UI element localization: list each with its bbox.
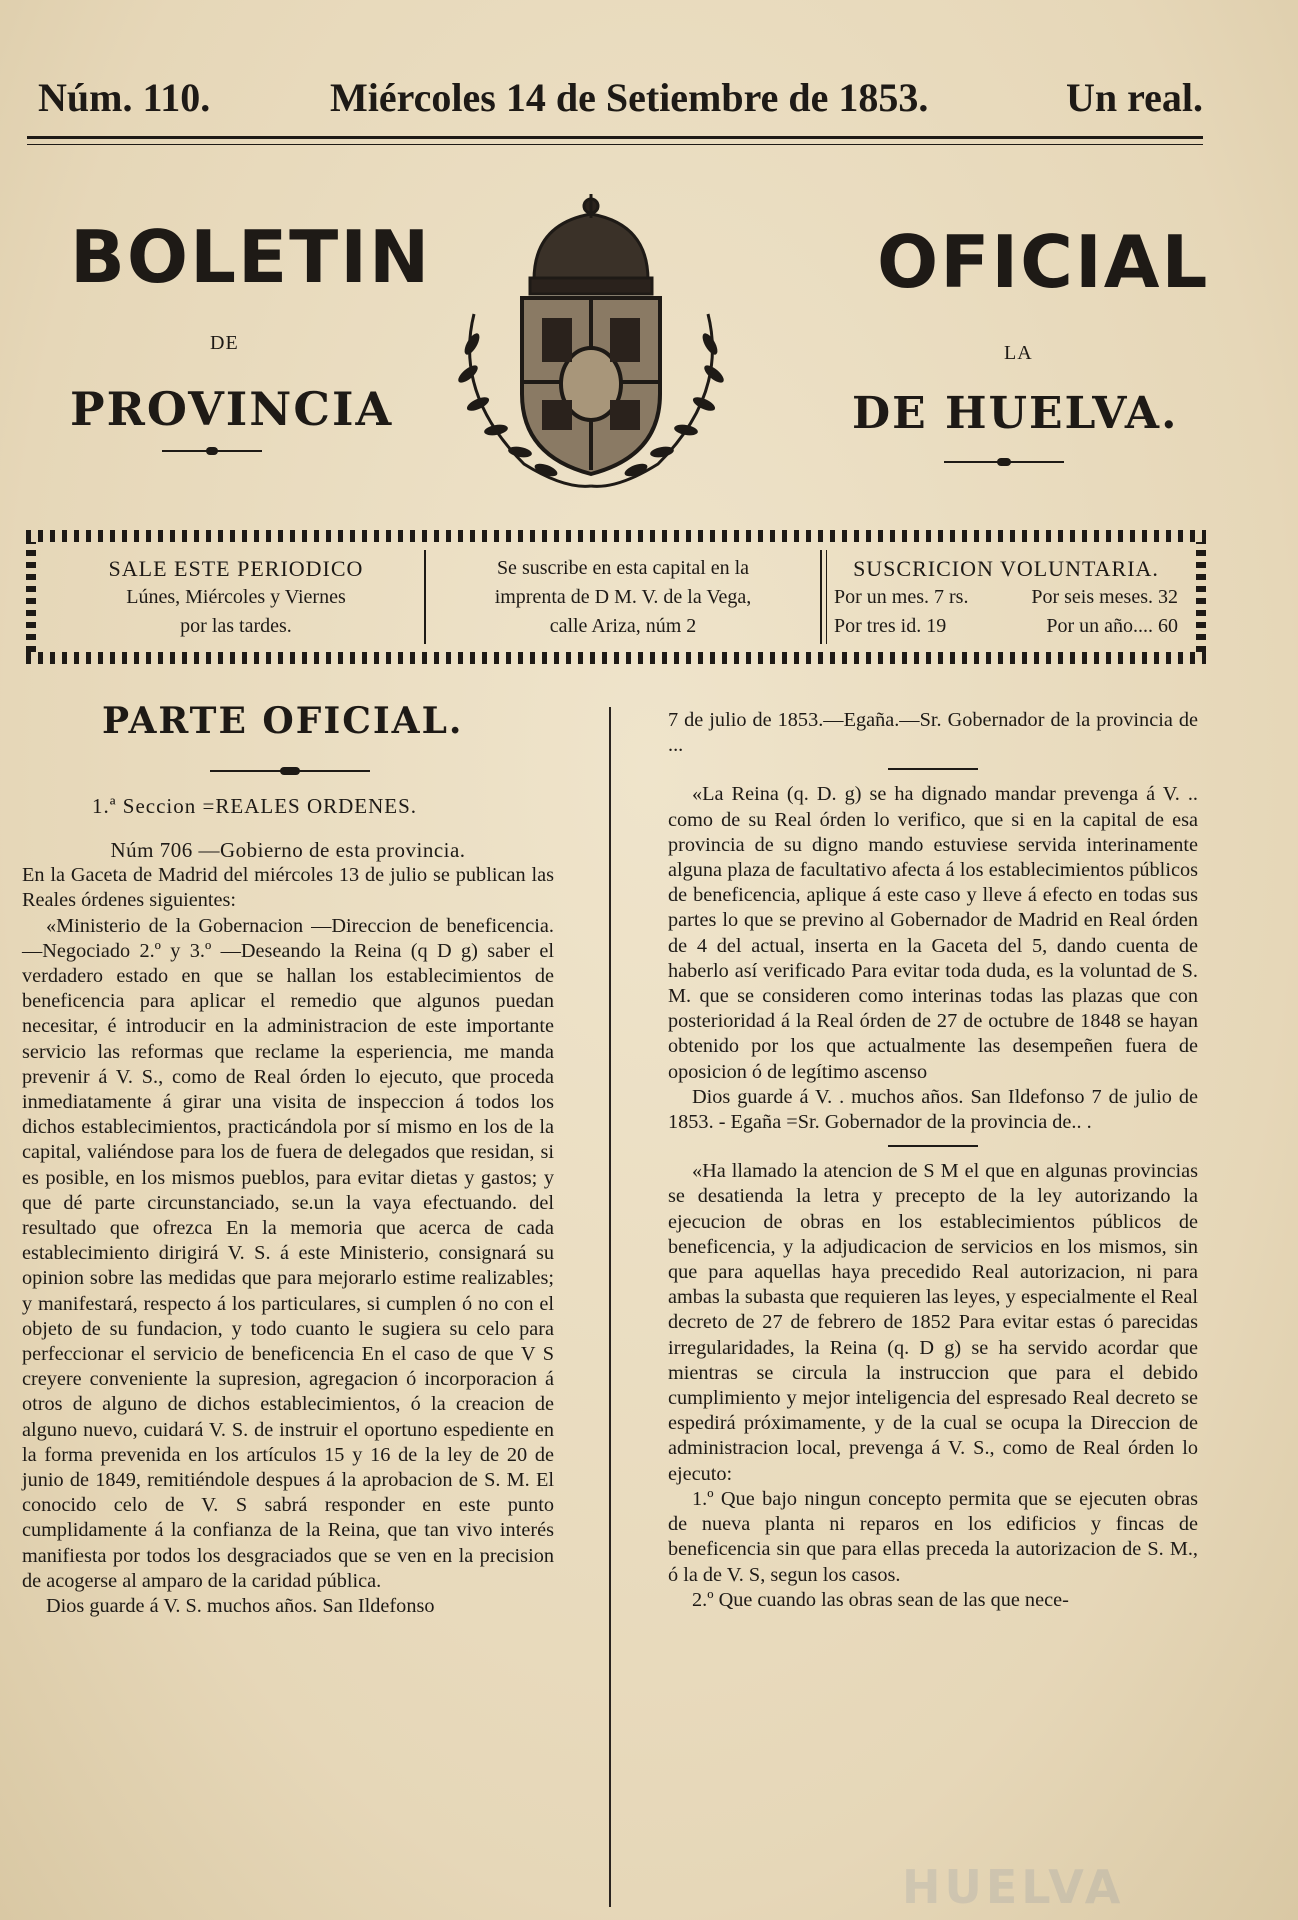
issue-header	[30, 74, 1206, 128]
second-order-closing: Dios guarde á V. . muchos años. San Ildefonso 7 de julio de 1853. - Egaña =Sr. Gobernador de la provincia de.. .	[668, 1085, 1198, 1134]
box-divider-1	[424, 550, 426, 644]
newspaper-page	[22, 60, 1210, 1914]
separator-1	[888, 768, 978, 770]
flourish-right	[944, 458, 1064, 466]
subscription-box	[26, 530, 1206, 664]
separator-2	[888, 1145, 978, 1147]
box-divider-2	[820, 550, 822, 644]
archive-watermark: HUELVA	[902, 1860, 1125, 1914]
third-order-paragraph: «Ha llamado la atencion de S M el que en algunas provincias se desatienda la letra y precepto de la ley autorizando la ejecucion de obras en los establecimientos públicos de beneficencia, y la adjudicacion de servicios en los mismos, sin que para aquellas haya precedido Real autorizacion, ni para ambas la subasta que requieren las leyes, y especialmente el Real decreto de 27 de febrero de 1852 Para evitar estas ó parecidas irregularidades, la Reina (q. D g) se ha servido acordar que mientras se circula la instruccion que para el debido cumplimiento y mejor inteligencia del espresado Real decreto se espedirá próximamente, y de la cual se ocupa la Direccion de administracion local, prevenga á V. S., como de Real órden lo ejecuto:	[668, 1160, 1198, 1485]
publication-schedule	[56, 554, 416, 641]
signature-paragraph: 7 de julio de 1853.—Egaña.—Sr. Gobernador de la provincia de ...	[668, 709, 1198, 757]
section-subtitle: 1.ª Seccion =REALES ORDENES.	[92, 794, 418, 818]
masthead-oficial: OFICIAL	[877, 220, 1210, 304]
masthead-de-huelva: DE HUELVA.	[852, 388, 1179, 439]
masthead-la: LA	[1004, 342, 1033, 364]
schedule-days: Lúnes, Miércoles y Viernes	[126, 586, 346, 608]
issue-price: Un real.	[1066, 75, 1204, 120]
prices-title: SUSCRICION VOLUNTARIA.	[853, 556, 1159, 581]
price-month: Por un mes. 7 rs.	[834, 586, 969, 608]
box-border-left	[26, 542, 36, 652]
box-border-top	[26, 530, 1206, 542]
header-rule-thin	[27, 144, 1203, 145]
address-line-2: imprenta de D M. V. de la Vega,	[494, 586, 752, 608]
subscription-prices	[834, 554, 1178, 641]
schedule-time: por las tardes.	[180, 615, 292, 637]
prices-row-2	[834, 612, 1178, 641]
masthead-provincia: PROVINCIA	[70, 382, 394, 436]
masthead-de: DE	[210, 332, 239, 354]
price-year: Por un año.... 60	[1046, 615, 1178, 637]
left-column	[22, 838, 554, 1619]
flourish-parte	[210, 767, 370, 775]
right-column	[668, 708, 1198, 1613]
subscription-address	[432, 554, 814, 641]
section-title-parte-oficial: PARTE OFICIAL.	[102, 700, 464, 742]
article-2: 2.º Que cuando las obras sean de las que nece-	[692, 1588, 1069, 1611]
issue-number: Núm. 110.	[38, 75, 211, 120]
header-rule	[27, 136, 1203, 139]
schedule-title: SALE ESTE PERIODICO	[108, 556, 364, 581]
intro-paragraph: En la Gaceta de Madrid del miércoles 13 de julio se publican las Reales órdenes siguientes:	[22, 864, 554, 912]
royal-order-paragraph: «Ministerio de la Gobernacion —Direccion de beneficencia.—Negociado 2.º y 3.º —Deseando la Reina (q D g) saber el verdadero estado en que se hallan los establecimientos de beneficencia para aplicar el remedio que algunos puedan necesitar, é introducir en la administracion de este importante servicio las reformas que reclame la esperiencia, me manda prevenir á V. S., como de Real órden lo ejecuto, que proceda inmediatamente á girar una visita de inspeccion á todos los dichos establecimientos, practicándola por sí mismo en los de la capital, valiéndose para los de fuera de delegados que residan, si es posible, en los mismos pueblos, para evitar dietas y gastos; y que dé parte circunstanciado, se.un la vaya efectuando. del resultado que ofrezca En la memoria que acerca de cada establecimiento dirigirá V. S. á este Ministerio, consignará su opinion sobre las medidas que para mejorarlo estime realizables; y manifestará, respecto á los particulares, si cumplen ó no con el objeto de su fundacion, y todo cuanto le sugiera su celo para perfeccionar el servicio de beneficencia En el caso de que V S creyere conveniente la supresion, agregacion ó incorporacion á otros de alguno de dichos establecimientos, ó la creacion de alguno nuevo, cuidará V. S. de instruir el oportuno espediente en la forma prevenida en los artículos 15 y 16 de la ley de 20 de junio de 1849, remitiéndole despues á la aprobacion de S. M. El conocido celo de V. S sabrá responder en este punto cumplidamente á la confianza de la Reina, que tan vivo interés manifiesta por todos los desgraciados que se ven en la precision de acogerse al amparo de la caridad pública.	[22, 914, 554, 1592]
decree-number: Núm 706 —Gobierno de esta provincia.	[110, 838, 466, 862]
flourish-left	[162, 447, 262, 455]
masthead-boletin: BOLETIN	[70, 215, 432, 299]
column-divider	[609, 707, 611, 1907]
second-order-paragraph: «La Reina (q. D. g) se ha dignado mandar prevenga á V. .. como de su Real órden lo verifico, que si en la capital de esa provincia de su digno mando estuviese servida interinamente alguna plaza de facultativo afecta á los establecimientos públicos de beneficencia, aplique á este caso y lleve á efecto en todas sus partes lo que se previno al Gobernador de Madrid en Real órden de 4 del actual, inserta en la Gaceta del 5, dando cuenta de haberlo así verificado Para evitar toda duda, es la voluntad de S. M. que se consideren como interinas todas las plazas que con posterioridad á la Real órden de 27 de octubre de 1848 se hayan obtenido por los que actualmente las desempeñen fuera de oposicion ó de legítimo ascenso	[668, 783, 1198, 1083]
issue-date: Miércoles 14 de Setiembre de 1853.	[330, 75, 929, 120]
address-line-1: Se suscribe en esta capital en la	[496, 557, 750, 579]
closing-line: Dios guarde á V. S. muchos años. San Ildefonso	[46, 1595, 435, 1618]
prices-row-1	[834, 583, 1178, 612]
article-1: 1.º Que bajo ningun concepto permita que se ejecuten obras de nueva planta ni reparos en los edificios y fincas de beneficencia sin que para ellas preceda la autorizacion de S. M., ó la de V. S, segun los casos.	[668, 1487, 1198, 1586]
price-six-months: Por seis meses. 32	[1031, 586, 1178, 608]
price-three-months: Por tres id. 19	[834, 615, 947, 637]
box-border-right	[1196, 542, 1206, 652]
coat-of-arms-icon	[434, 194, 748, 494]
address-line-3: calle Ariza, núm 2	[549, 615, 697, 637]
box-border-bottom	[26, 652, 1206, 664]
box-divider-2b	[826, 550, 827, 644]
